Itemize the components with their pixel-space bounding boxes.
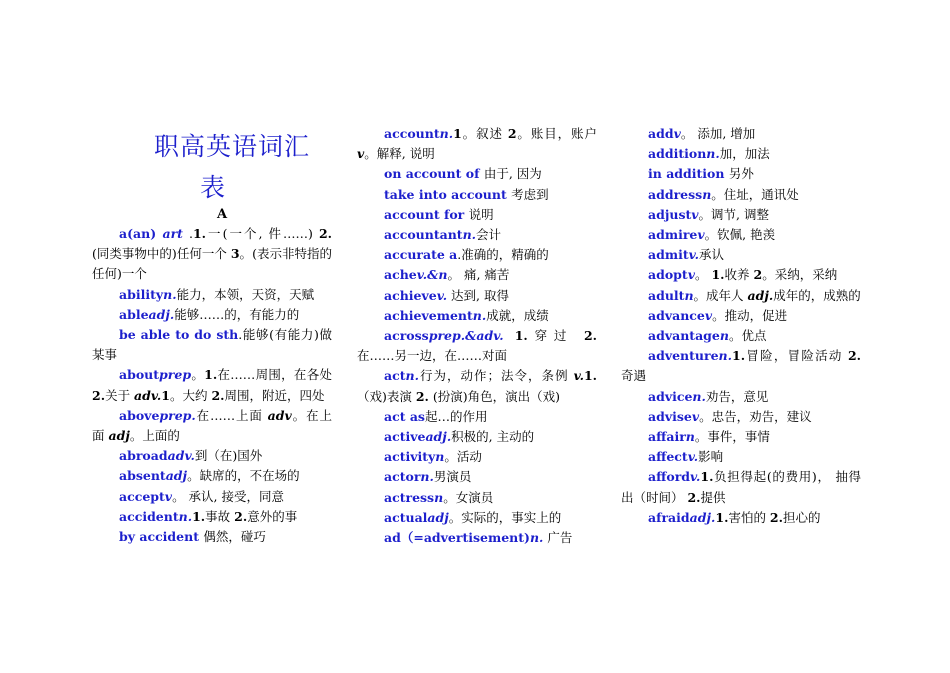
definition: 在……另一边，在……对面 — [357, 348, 508, 364]
headword: accident — [119, 508, 179, 524]
definition: 达到, 取得 — [447, 287, 509, 303]
definition: 。实际的，事实上的 — [448, 509, 562, 525]
definition: 。 — [694, 267, 712, 283]
part-of-speech: adj — [108, 428, 130, 444]
definition: 由于, 因为 — [483, 166, 542, 182]
sense-number: 1. — [715, 509, 729, 525]
headword: admit — [648, 247, 689, 263]
dictionary-entry — [357, 164, 597, 184]
dictionary-entry — [621, 326, 861, 346]
part-of-speech: v. — [690, 469, 701, 485]
entry-list — [92, 224, 332, 547]
dictionary-entry — [92, 466, 332, 486]
sense-number: 2 — [753, 267, 763, 283]
headword: accountant — [384, 227, 463, 243]
definition: .能够(有能力)做某事 — [92, 327, 332, 363]
dictionary-entry — [621, 185, 861, 205]
definition: 。缺席的，不在场的 — [187, 468, 300, 484]
headword: act — [384, 368, 406, 384]
definition: 害怕的 — [728, 509, 770, 525]
headword: addition — [648, 146, 707, 162]
headword: about — [119, 367, 160, 383]
headword: add — [648, 126, 674, 141]
headword: affair — [648, 429, 686, 445]
dictionary-entry — [357, 286, 597, 306]
definition: 会计 — [476, 227, 502, 243]
definition: 担心的 — [782, 509, 821, 525]
headword: accurate a — [384, 247, 458, 263]
part-of-speech: art — [162, 226, 183, 241]
headword: adopt — [648, 267, 688, 283]
headword: adjust — [648, 206, 692, 222]
headword: act as — [384, 408, 425, 424]
dictionary-entry — [621, 124, 861, 144]
definition: 。叙述 — [461, 126, 508, 141]
definition: 在……上面 — [195, 407, 268, 423]
headword: ache — [384, 267, 417, 283]
definition: 另外 — [728, 166, 754, 182]
dictionary-entry — [621, 467, 861, 507]
sense-number: 2. — [92, 387, 106, 403]
definition: 提供 — [700, 489, 726, 505]
dictionary-entry — [92, 487, 332, 507]
part-of-speech: n — [684, 287, 694, 303]
definition: 能力，本领，天资，天赋 — [176, 286, 315, 302]
definition: 周围，附近，四处 — [224, 387, 325, 403]
part-of-speech: v. — [573, 368, 584, 384]
definition: 在……周围，在各处 — [217, 367, 332, 383]
definition: 事故 — [205, 508, 235, 524]
part-of-speech: n — [434, 489, 444, 505]
definition: 能够……的，有能力的 — [174, 306, 300, 322]
document-title: 职高英语词汇 — [154, 132, 311, 161]
part-of-speech: adj — [165, 468, 188, 484]
sense-number: 2. — [415, 388, 429, 404]
document-title-line2: 表 — [200, 173, 227, 202]
definition: 奇遇 — [621, 368, 647, 384]
headword: ability — [119, 286, 164, 302]
sense-number: 1. — [204, 367, 218, 383]
definition: 承认 — [698, 247, 724, 263]
headword: admire — [648, 227, 698, 243]
part-of-speech: n. — [718, 348, 732, 364]
headword: affect — [648, 449, 688, 465]
definition: 到（在)国外 — [194, 448, 263, 464]
dictionary-entry — [357, 528, 597, 548]
definition: 。忠告，劝告，建议 — [699, 408, 812, 424]
definition: 。上面的 — [129, 428, 180, 444]
part-of-speech: v — [357, 146, 365, 162]
definition: 一(一个, 件……) — [206, 226, 319, 241]
section-heading: A — [216, 207, 228, 222]
definition: 。住址，通讯处 — [711, 186, 799, 202]
definition: 起…的作用 — [424, 408, 488, 424]
dictionary-entry — [621, 205, 861, 225]
part-of-speech: n. — [439, 126, 454, 141]
sense-number: 1. — [192, 226, 207, 241]
dictionary-entry — [357, 265, 597, 285]
part-of-speech: prep. — [159, 407, 196, 423]
headword: actress — [384, 489, 435, 505]
headword: by accident — [119, 529, 204, 545]
part-of-speech: adj. — [148, 306, 175, 322]
definition: . — [182, 226, 193, 241]
sense-number: 2. — [211, 387, 225, 403]
part-of-speech: adj — [427, 509, 449, 525]
headword: account for — [384, 206, 469, 222]
part-of-speech: v — [164, 488, 173, 504]
definition: (同类事物中的)任何一个 — [92, 246, 231, 262]
part-of-speech: v — [673, 126, 681, 141]
headword: on account of — [384, 166, 484, 182]
definition: 。(表示非特指的任何)一个 — [92, 246, 332, 282]
sense-number: 1. — [192, 508, 206, 524]
dictionary-entry — [357, 488, 597, 508]
part-of-speech: v. — [687, 449, 699, 465]
dictionary-entry — [621, 407, 861, 427]
definition: 成就，成绩 — [486, 307, 549, 323]
headword: abroad — [119, 448, 168, 464]
dictionary-entry — [357, 306, 597, 326]
dictionary-entry — [621, 447, 861, 467]
definition: 。优点 — [728, 328, 767, 344]
definition: 行为，动作；法令，条例 — [418, 368, 574, 384]
column-2 — [357, 124, 597, 548]
sense-number: 1. — [700, 469, 714, 485]
sense-number: 3 — [230, 246, 240, 262]
dictionary-entry — [357, 124, 597, 164]
definition: 劝告，意见 — [705, 388, 769, 404]
dictionary-entry — [92, 406, 332, 446]
dictionary-entry — [92, 224, 332, 285]
headword: across — [384, 328, 429, 344]
part-of-speech: v — [691, 408, 700, 424]
part-of-speech: n — [719, 328, 729, 344]
part-of-speech: n — [435, 449, 445, 465]
dictionary-entry — [92, 365, 332, 405]
part-of-speech: adv — [267, 407, 292, 423]
sense-number: 2. — [234, 508, 248, 524]
dictionary-entry — [621, 144, 861, 164]
definition: 加，加法 — [719, 146, 770, 162]
headword: account — [384, 126, 440, 141]
dictionary-entry — [621, 306, 861, 326]
definition: 影响 — [698, 449, 724, 465]
part-of-speech: v — [691, 206, 699, 222]
part-of-speech: adv. — [167, 448, 195, 464]
definition: 负担得起(的费用)， 抽得出（时间） — [621, 469, 861, 505]
dictionary-entry — [621, 387, 861, 407]
definition: 。在上面 — [92, 407, 332, 444]
dictionary-entry — [357, 185, 597, 205]
definition: 。成年人 — [693, 287, 748, 303]
dictionary-entry — [357, 427, 597, 447]
headword: advance — [648, 307, 705, 323]
part-of-speech: n — [685, 429, 695, 445]
dictionary-entry — [357, 245, 597, 265]
definition: 关于 — [105, 387, 135, 403]
part-of-speech: n. — [706, 146, 720, 162]
definition: 成年的，成熟的 — [773, 287, 861, 303]
headword: afford — [648, 469, 691, 485]
definition: 收养 — [724, 267, 754, 283]
part-of-speech: n. — [178, 508, 193, 524]
headword: address — [648, 186, 703, 202]
definition: 。账目，账户 — [516, 126, 597, 141]
definition: 。事件，事情 — [694, 429, 770, 445]
dictionary-entry — [357, 407, 597, 427]
definition: 考虑到 — [511, 186, 549, 202]
definition: 。推动，促进 — [712, 307, 788, 323]
definition: 。 添加, 增加 — [680, 126, 756, 141]
part-of-speech: v — [687, 267, 695, 283]
part-of-speech: n. — [163, 286, 177, 302]
column-3 — [621, 124, 861, 528]
definition: 。女演员 — [443, 489, 494, 505]
dictionary-entry — [357, 326, 597, 366]
part-of-speech: n. — [405, 368, 419, 384]
dictionary-entry — [357, 205, 597, 225]
headword: active — [384, 429, 426, 445]
definition: 穿过 — [527, 328, 584, 344]
definition: 广告 — [543, 530, 573, 546]
definition: 。解释, 说明 — [364, 146, 435, 162]
entry-list — [621, 124, 861, 528]
definition: （戏)表演 — [357, 388, 416, 404]
definition: 。活动 — [444, 449, 482, 465]
dictionary-entry — [92, 527, 332, 547]
dictionary-entry — [621, 508, 861, 528]
dictionary-entry — [621, 164, 861, 184]
definition: 。采纳，采纳 — [762, 267, 838, 283]
part-of-speech: adj. — [747, 287, 774, 303]
headword: activity — [384, 449, 436, 465]
sense-number: 2. — [318, 226, 332, 241]
part-of-speech: n. — [472, 307, 487, 323]
headword: advise — [648, 408, 692, 424]
part-of-speech: n — [702, 186, 712, 202]
definition: 。大约 — [169, 387, 212, 403]
sense-number: 2. — [847, 348, 861, 364]
headword: adult — [648, 287, 685, 303]
part-of-speech: v — [704, 307, 713, 323]
definition: 意外的事 — [247, 508, 298, 524]
headword: achieve — [384, 287, 437, 303]
headword: accept — [119, 488, 165, 504]
part-of-speech: adv. — [134, 387, 162, 403]
part-of-speech: v — [697, 227, 705, 243]
dictionary-entry — [92, 285, 332, 305]
headword: able — [119, 306, 149, 322]
part-of-speech: n. — [462, 227, 477, 243]
headword: ad（=advertisement) — [384, 530, 530, 546]
dictionary-entry — [357, 508, 597, 528]
definition: 男演员 — [433, 469, 472, 485]
headword: above — [119, 407, 160, 423]
headword: take into account — [384, 186, 512, 202]
headword: absent — [119, 468, 166, 484]
sense-number: 2. — [687, 489, 701, 505]
part-of-speech: n. — [529, 530, 544, 546]
dictionary-entry — [92, 305, 332, 325]
dictionary-entry — [621, 225, 861, 245]
sense-number: 2. — [769, 509, 783, 525]
headword: achievement — [384, 307, 473, 323]
definition: (扮演)角色，演出（戏) — [428, 388, 561, 404]
dictionary-entry — [621, 286, 861, 306]
column-1 — [92, 124, 332, 547]
definition: 冒险，冒险活动 — [745, 348, 848, 364]
part-of-speech: n. — [420, 469, 434, 485]
definition: 。钦佩, 艳羡 — [704, 227, 776, 243]
sense-number: 1. — [503, 328, 528, 344]
headword: actor — [384, 469, 421, 485]
dictionary-entry — [621, 245, 861, 265]
definition: 。 痛, 痛苦 — [447, 267, 510, 283]
part-of-speech: prep.&adv. — [428, 328, 504, 344]
definition: 。调节, 调整 — [698, 206, 769, 222]
sense-number: 1. — [732, 348, 746, 364]
sense-number: 1. — [711, 267, 725, 283]
dictionary-entry — [357, 467, 597, 487]
sense-number: 1 — [161, 387, 170, 403]
dictionary-entry — [357, 447, 597, 467]
sense-number: 2. — [583, 328, 597, 344]
definition: .准确的，精确的 — [457, 247, 549, 263]
dictionary-entry — [357, 225, 597, 245]
dictionary-entry — [621, 346, 861, 386]
entry-list — [357, 124, 597, 548]
definition: 。 — [191, 367, 205, 383]
part-of-speech: v.&n — [416, 267, 448, 283]
headword: a(an) — [119, 226, 163, 241]
sense-number: 2 — [507, 126, 517, 141]
part-of-speech: adj. — [425, 429, 452, 445]
headword: advantage — [648, 328, 720, 344]
dictionary-entry — [92, 325, 332, 365]
part-of-speech: n. — [692, 388, 706, 404]
definition: 积极的, 主动的 — [451, 429, 535, 445]
dictionary-entry — [92, 446, 332, 466]
dictionary-entry — [621, 427, 861, 447]
headword: be able to do sth — [119, 327, 239, 343]
part-of-speech: v. — [436, 287, 448, 303]
headword: actual — [384, 509, 428, 525]
definition: 。 承认, 接受，同意 — [172, 488, 284, 504]
sense-number: 1. — [583, 368, 597, 384]
headword: adventure — [648, 348, 719, 364]
definition: 偶然，碰巧 — [203, 529, 266, 545]
headword: afraid — [648, 509, 690, 525]
headword: in addition — [648, 166, 729, 182]
dictionary-entry — [621, 265, 861, 285]
headword: advice — [648, 388, 693, 404]
sense-number: 1 — [453, 126, 462, 141]
part-of-speech: v. — [688, 247, 699, 263]
dictionary-entry — [357, 366, 597, 406]
definition: 说明 — [468, 206, 494, 222]
part-of-speech: prep — [159, 367, 192, 383]
part-of-speech: adj. — [689, 509, 716, 525]
dictionary-entry — [92, 507, 332, 527]
